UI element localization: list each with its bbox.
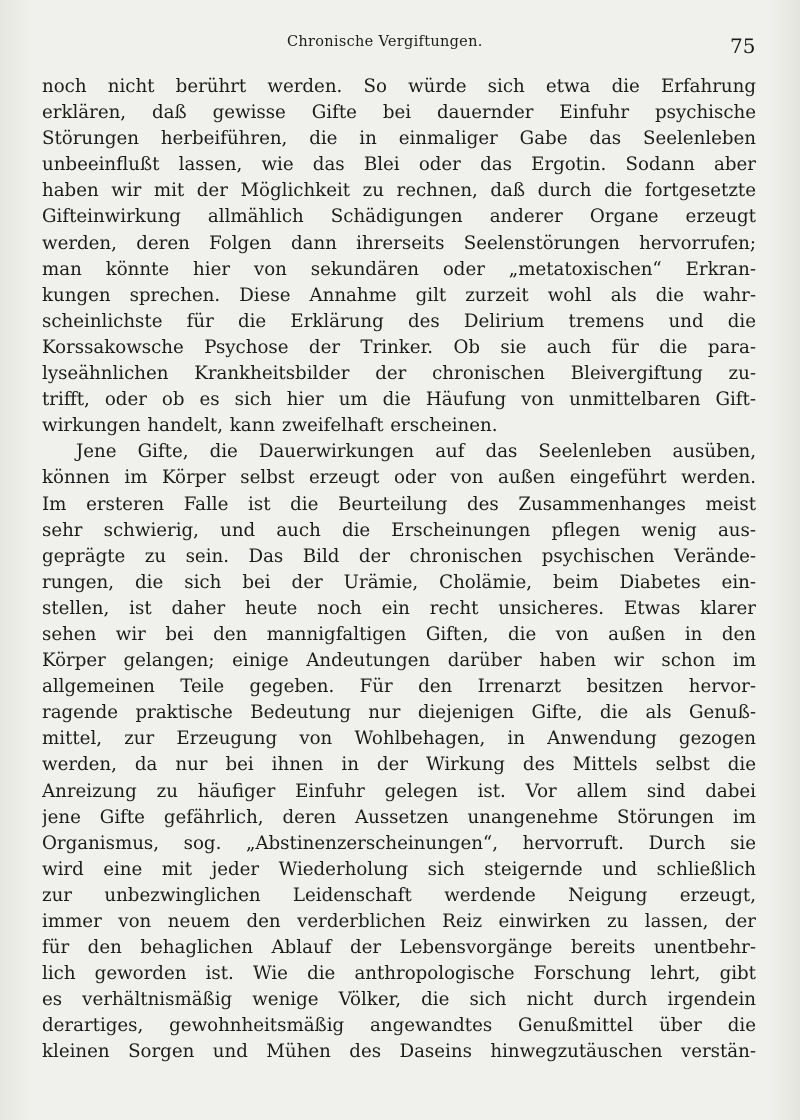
text-line: jene Gifte gefährlich, deren Aussetzen unangenehme Störungen im [42,806,756,828]
page-number: 75 [730,34,756,58]
paragraph-2 [42,439,756,1065]
text-line: scheinlichste für die Erklärung des Delirium tremens und die [42,310,756,332]
text-line: für den behaglichen Ablauf der Lebensvorgänge bereits unentbehr- [42,937,756,959]
text-line: erklären, daß gewisse Gifte bei dauernder Einfuhr psychische [42,102,756,124]
text-line: wirkungen handelt, kann zweifelhaft erscheinen. [42,415,498,437]
text-line: lyseähnlichen Krankheitsbilder der chronischen Bleivergiftung zu- [42,363,756,385]
text-line: kleinen Sorgen und Mühen des Daseins hinwegzutäuschen verstän- [42,1041,756,1063]
body-text [42,74,756,1066]
text-line: Im ersteren Falle ist die Beurteilung des Zusammenhanges meist [42,493,756,515]
text-line: Anreizung zu häufiger Einfuhr gelegen ist. Vor allem sind dabei [42,780,756,802]
text-line: allgemeinen Teile gegeben. Für den Irrenarzt besitzen hervor- [42,676,756,698]
text-line: werden, deren Folgen dann ihrerseits Seelenstörungen hervorrufen; [42,232,756,254]
text-line: derartiges, gewohnheitsmäßig angewandtes Genußmittel über die [42,1015,756,1037]
text-line: Körper gelangen; einige Andeutungen darüber haben wir schon im [42,650,756,672]
text-line: zur unbezwinglichen Leidenschaft werdende Neigung erzeugt, [42,884,756,906]
text-line: stellen, ist daher heute noch ein recht unsicheres. Etwas klarer [42,597,756,619]
text-line: können im Körper selbst erzeugt oder von außen eingeführt werden. [42,467,756,489]
text-line: sehen wir bei den mannigfaltigen Giften, die von außen in den [42,623,756,645]
text-line: werden, da nur bei ihnen in der Wirkung des Mittels selbst die [42,754,756,776]
text-line: Organismus, sog. „Abstinenzerscheinungen“, hervorruft. Durch sie [42,832,756,854]
text-line: man könnte hier von sekundären oder „metatoxischen“ Erkran- [42,258,756,280]
text-line: noch nicht berührt werden. So würde sich etwa die Erfahrung [42,76,756,97]
text-line: sehr schwierig, und auch die Erscheinungen pflegen wenig aus- [42,519,756,541]
text-line: Störungen herbeiführen, die in einmaliger Gabe das Seelenleben [42,128,756,150]
text-line: ragende praktische Bedeutung nur diejenigen Gifte, die als Genuß- [42,702,756,724]
text-line: Jene Gifte, die Dauerwirkungen auf das Seelenleben ausüben, [76,441,756,463]
text-line: haben wir mit der Möglichkeit zu rechnen, daß durch die fortgesetzte [42,180,756,202]
text-line: es verhältnismäßig wenige Völker, die sich nicht durch irgendein [42,989,756,1011]
running-head [0,34,800,58]
text-line: lich geworden ist. Wie die anthropologische Forschung lehrt, gibt [42,963,756,985]
text-line: unbeeinflußt lassen, wie das Blei oder das Ergotin. Sodann aber [42,154,756,176]
text-line: trifft, oder ob es sich hier um die Häufung von unmittelbaren Gift- [42,389,756,411]
paragraph-1 [42,74,756,439]
text-line: Korssakowsche Psychose der Trinker. Ob sie auch für die para- [42,336,756,358]
text-line: mittel, zur Erzeugung von Wohlbehagen, in Anwendung gezogen [42,728,756,750]
text-line: wird eine mit jeder Wiederholung sich steigernde und schließlich [42,858,756,880]
text-line: kungen sprechen. Diese Annahme gilt zurzeit wohl als die wahr- [42,284,756,306]
running-head-title: Chronische Vergiftungen. [287,34,483,50]
text-line: rungen, die sich bei der Urämie, Cholämie, beim Diabetes ein- [42,571,756,593]
text-line: Gifteinwirkung allmählich Schädigungen anderer Organe erzeugt [42,206,756,228]
text-line: immer von neuem den verderblichen Reiz einwirken zu lassen, der [42,911,756,932]
text-line: geprägte zu sein. Das Bild der chronischen psychischen Verände- [42,545,756,567]
